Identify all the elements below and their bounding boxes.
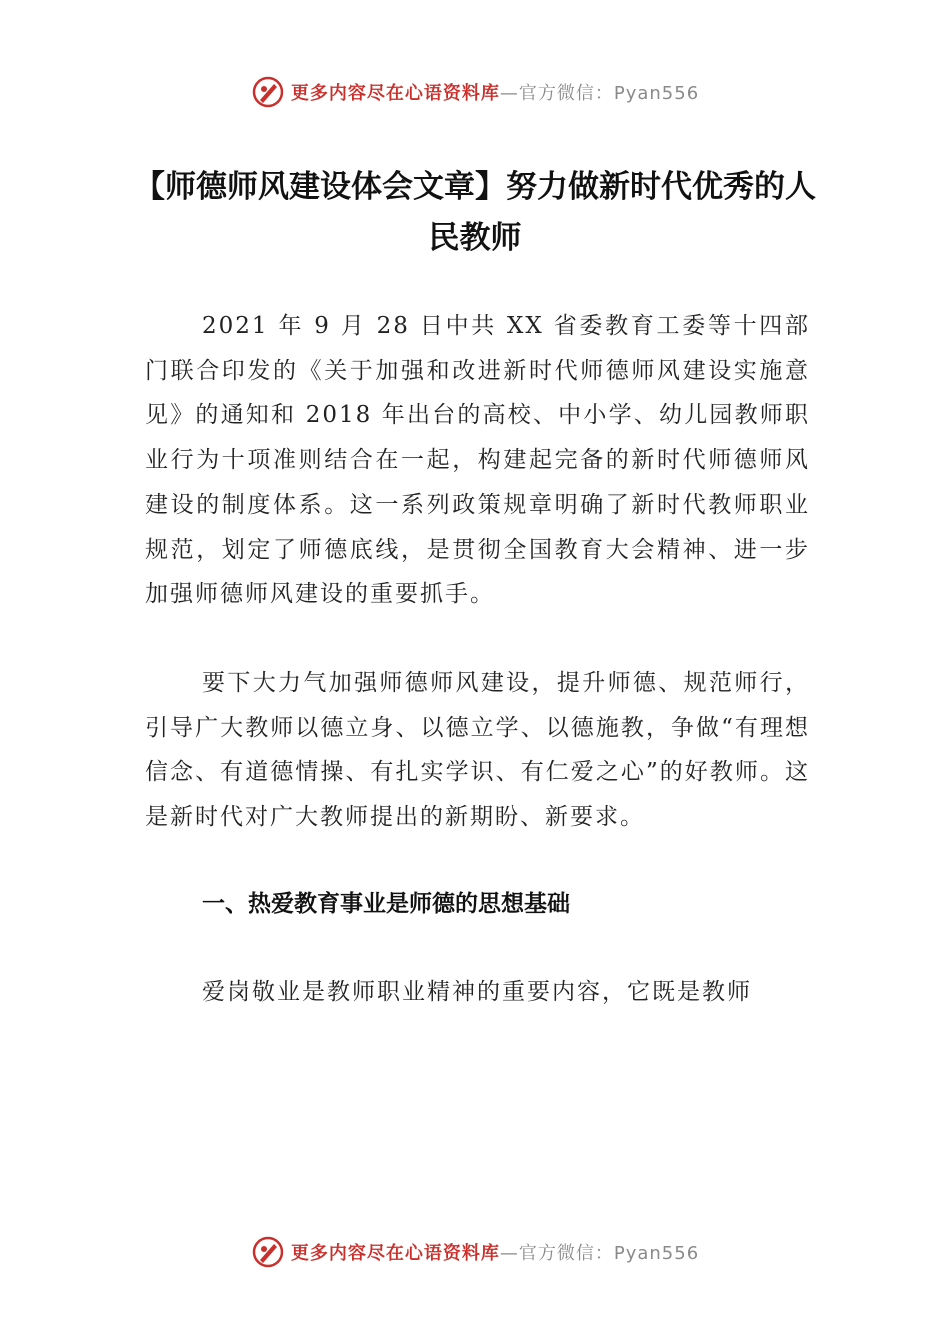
banner-wechat-text: —官方微信：Pyan556 [499,83,700,104]
banner-wechat-text: —官方微信：Pyan556 [499,1243,700,1264]
paragraph-2: 要下大力气加强师德师风建设，提升师德、规范师行，引导广大教师以德立身、以德立学、以德施教，争做“有理想信念、有道德情操、有扎实学识、有仁爱之心”的好教师。这是新时代对广大教师提出的新期盼、新要求。 [145,669,810,831]
section-heading: 一、热爱教育事业是师德的思想基础 [202,890,570,917]
section-paragraph: 爱岗敬业是教师职业精神的重要内容，它既是教师 [202,978,752,1005]
document-title: 【师德师风建设体会文章】努力做新时代优秀的人民教师 [134,169,816,256]
header-banner [0,72,950,112]
footer-banner [0,1232,950,1272]
document-body [145,304,810,1014]
banner-brand-text: 更多内容尽在心语资料库 [290,1243,500,1264]
logo-icon [251,75,285,109]
paragraph-1: 2021 年 9 月 28 日中共 XX 省委教育工委等十四部门联合印发的《关于加强和改进新时代师德师风建设实施意见》的通知和 2018 年出台的高校、中小学、幼儿园教师职业行为十项准则结合在一起，构建起完备的新时代师德师风建设的制度体系。这一系列政策规章明确了新时代教师职业规范，划定了师德底线，是贯彻全国教育大会精神、进一步加强师德师风建设的重要抓手。 [145,313,810,608]
banner-brand-text: 更多内容尽在心语资料库 [290,83,500,104]
logo-icon [251,1235,285,1269]
